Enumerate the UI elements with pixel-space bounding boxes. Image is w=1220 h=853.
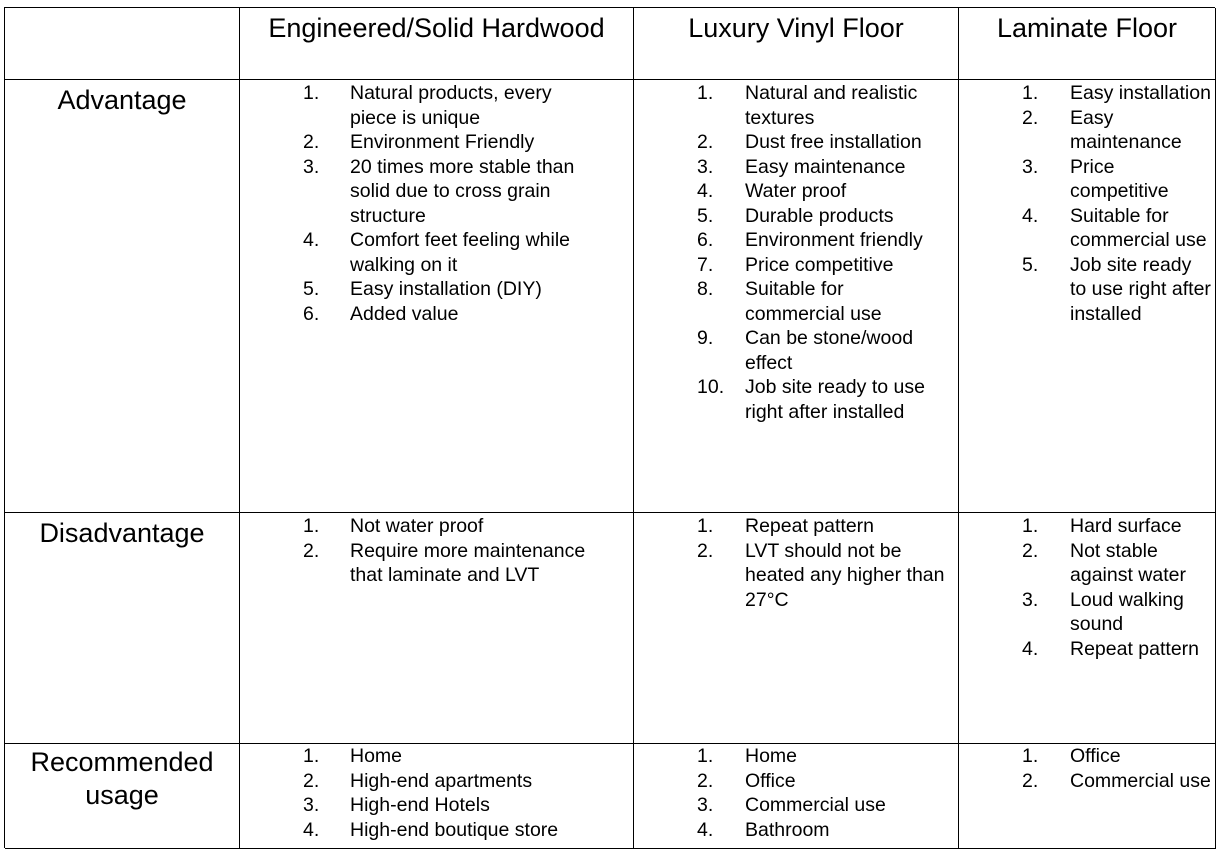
item-number: 3. [303,794,320,816]
item-text: High-end apartments [350,769,533,792]
list-item [697,539,947,613]
item-text: Price competitive [745,253,894,276]
list-item [697,818,947,843]
item-number: 5. [697,204,714,227]
list-item [303,744,603,769]
item-number: 2. [1022,539,1039,562]
item-number: 4. [1022,637,1039,660]
row-label-advantage: Advantage [5,80,240,513]
list-item [303,818,603,843]
item-text: Hard surface [1070,515,1182,537]
list-item [1022,253,1212,327]
disadvantage-vinyl-cell [634,513,959,744]
item-number: 10. [697,376,725,398]
item-text: Easy installation (DIY) [350,278,542,300]
item-text: High-end Hotels [350,794,490,816]
item-number: 3. [303,155,320,178]
flooring-comparison-table [4,7,1215,848]
usage-hardwood-list [303,744,603,842]
item-number: 2. [1022,769,1039,792]
list-item [1022,81,1212,106]
list-item [697,326,947,375]
list-item [1022,769,1212,794]
header-hardwood: Engineered/Solid Hardwood [240,8,634,80]
item-text: Repeat pattern [1070,637,1200,660]
item-number: 1. [697,82,714,104]
item-text: Easy maintenance [1070,106,1182,153]
item-number: 3. [697,155,714,178]
list-item [303,81,603,130]
item-text: Bathroom [745,818,830,841]
list-item [697,253,947,278]
disadvantage-laminate-cell [959,513,1216,744]
item-text: Loud walking sound [1070,588,1184,635]
list-item [697,793,947,818]
item-number: 3. [1022,588,1039,611]
usage-hardwood-cell [240,744,634,849]
advantage-vinyl-cell [634,80,959,513]
item-number: 1. [697,515,714,537]
item-number: 5. [303,278,320,300]
list-item [697,277,947,326]
item-number: 4. [1022,204,1039,227]
list-item [697,81,947,130]
row-label-recommended-usage: Recommended usage [5,744,240,849]
list-item [697,514,947,539]
item-number: 2. [303,539,320,562]
list-item [697,375,947,424]
usage-laminate-list [1022,744,1212,793]
item-text: Environment friendly [745,229,923,251]
list-item [303,277,603,302]
item-text: Office [745,769,796,792]
item-text: High-end boutique store [350,818,559,841]
item-text: Durable products [745,204,894,227]
item-number: 1. [303,82,320,104]
item-number: 9. [697,327,714,349]
item-number: 2. [697,769,714,792]
item-text: Environment Friendly [350,131,535,153]
list-item [303,769,603,794]
list-item [697,744,947,769]
list-item [303,514,603,539]
item-text: Not water proof [350,515,484,537]
list-item [697,155,947,180]
item-number: 2. [1022,106,1039,129]
list-item [1022,588,1212,637]
item-text: Dust free installation [745,131,922,153]
item-number: 6. [697,229,714,251]
list-item [303,130,603,155]
usage-vinyl-cell [634,744,959,849]
advantage-vinyl-list [697,81,947,424]
advantage-hardwood-list [303,81,603,326]
item-number: 2. [697,539,714,562]
list-item [697,228,947,253]
header-empty-cell [5,8,240,80]
item-number: 6. [303,302,320,325]
item-number: 3. [1022,155,1039,178]
item-number: 4. [303,229,320,251]
list-item [303,302,603,327]
item-number: 1. [303,745,320,767]
list-item [697,179,947,204]
disadvantage-hardwood-list [303,514,603,588]
item-number: 2. [303,131,320,153]
item-text: 20 times more stable than solid due to cross grain structure [350,155,575,227]
item-number: 1. [697,745,714,767]
usage-vinyl-list [697,744,947,842]
item-number: 1. [303,515,320,537]
item-text: Easy maintenance [745,155,906,178]
item-text: Comfort feet feeling while walking on it [350,229,571,276]
row-label-disadvantage: Disadvantage [5,513,240,744]
list-item [1022,637,1212,662]
item-text: Home [745,745,798,767]
item-text: Water proof [745,180,847,202]
disadvantage-vinyl-list [697,514,947,612]
header-laminate: Laminate Floor [959,8,1216,80]
item-text: Added value [350,302,459,325]
list-item [303,539,603,588]
item-text: Suitable for commercial use [1070,204,1207,251]
item-number: 4. [303,818,320,841]
item-text: Commercial use [745,794,886,816]
list-item [303,155,603,229]
item-number: 4. [697,818,714,841]
list-item [1022,514,1212,539]
list-item [697,130,947,155]
item-text: Job site ready to use right after installed [1070,253,1211,325]
item-text: Not stable against water [1070,539,1186,586]
disadvantage-laminate-list [1022,514,1212,661]
item-text: Job site ready to use right after installed [745,376,925,423]
advantage-hardwood-cell [240,80,634,513]
advantage-laminate-list [1022,81,1212,326]
list-item [1022,106,1212,155]
item-text: Can be stone/wood effect [745,327,914,374]
usage-laminate-cell [959,744,1216,849]
list-item [1022,155,1212,204]
item-text: Suitable for commercial use [745,278,882,325]
item-number: 4. [697,180,714,202]
advantage-laminate-cell [959,80,1216,513]
item-text: Office [1070,745,1121,767]
item-text: Easy installation [1070,82,1211,104]
header-vinyl: Luxury Vinyl Floor [634,8,959,80]
disadvantage-hardwood-cell [240,513,634,744]
list-item [1022,204,1212,253]
item-number: 1. [1022,745,1039,767]
item-number: 1. [1022,515,1039,537]
item-text: Natural products, every piece is unique [350,82,552,129]
item-number: 7. [697,253,714,276]
list-item [697,769,947,794]
list-item [1022,539,1212,588]
item-text: Natural and realistic textures [745,82,918,129]
list-item [1022,744,1212,769]
item-number: 8. [697,278,714,300]
item-text: Require more maintenance that laminate and LVT [350,539,586,586]
item-text: Home [350,745,403,767]
item-number: 3. [697,794,714,816]
item-number: 2. [697,131,714,153]
list-item [303,793,603,818]
item-text: LVT should not be heated any higher than 27°C [745,539,945,611]
item-text: Price competitive [1070,155,1169,202]
list-item [303,228,603,277]
list-item [697,204,947,229]
item-number: 1. [1022,82,1039,104]
item-text: Commercial use [1070,769,1211,792]
item-number: 2. [303,769,320,792]
item-number: 5. [1022,253,1039,276]
item-text: Repeat pattern [745,515,875,537]
